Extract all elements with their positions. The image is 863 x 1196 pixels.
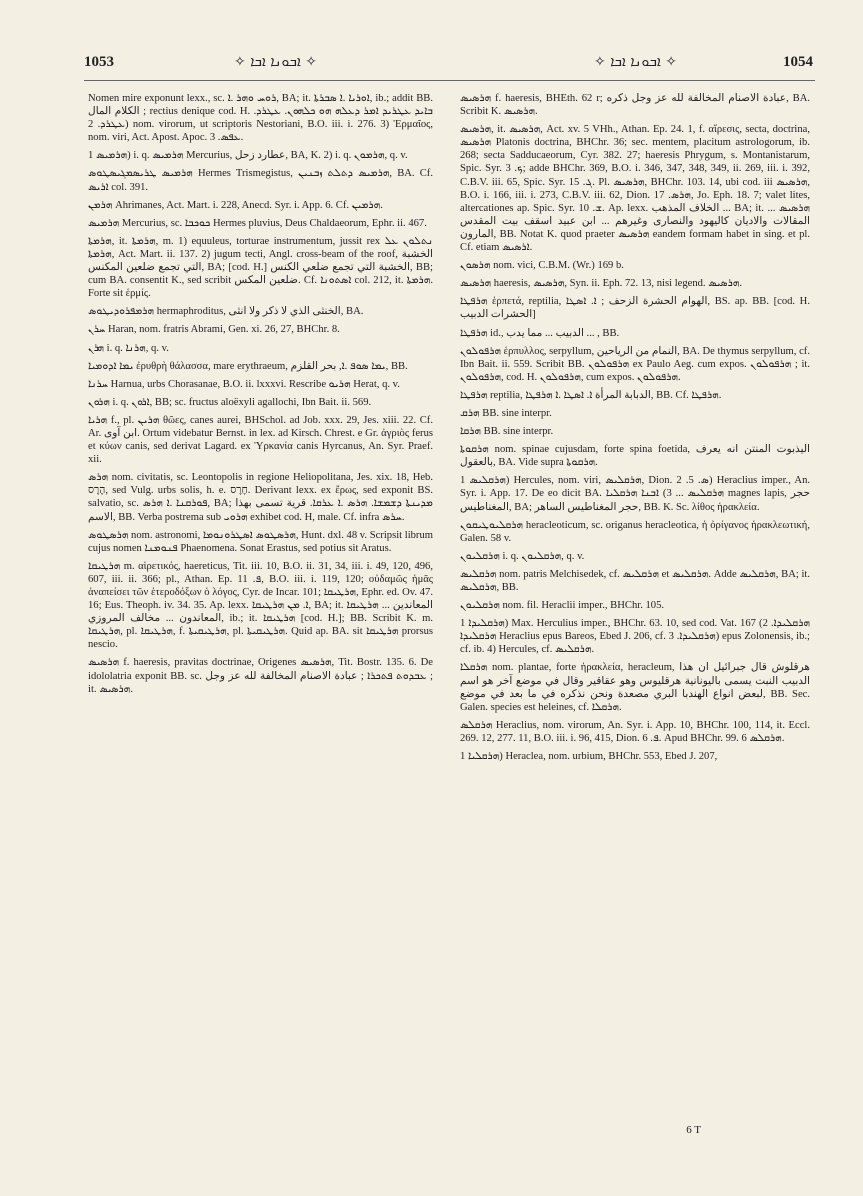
dictionary-entry: ܗܪܣܝܣ haeresis, ܗܪܣܝܣ, Syn. ii. Eph. 72. 13, nisi legend. ܗܪܣܝܣ.: [460, 278, 743, 290]
page-header: [84, 50, 813, 74]
dictionary-entry: ܗܪܘܢ i. q. ܐܪܘܢ, BB; sc. fructus aloëxyli agallochi, Ibn Bait. ii. 569.: [88, 396, 372, 408]
running-head-right: ✧ ܐܒܘܢܐ ܐܒܐ ✧: [594, 54, 677, 70]
dictionary-entry: ܗܪܝܐ f., pl. ܗܪܝܢ θῶες, canes aurei, BHSchol. ad Job. xxx. 29, Jes. xiii. 22. Cf. Ar. ابن آوى. Ortum videbatur Bernst. in lex. ad Kirsch. Chrest. e Gr. ἀγριὸς ferus et κύων canis, sed derivat Lagard. ex Ὑρκανία canis Hyrcanus, An. Syr. Praef. xii.: [88, 414, 433, 466]
dictionary-entry: ܝܡܐ ܐܕܘܡܝܐ ἐρυθρὴ θάλασσα, mare erythraeum, ܝܡܐ ܣܘܦ .ܐ, بحر القلزم, BB.: [88, 360, 408, 372]
dictionary-entry: ܗܪܩܘܬܐ nom. spinae cujusdam, forte spina foetida, اليذبوت المنتن انه يعرف بالعقول, BA. Vide supra ܗܪܩܘܬܐ.: [460, 444, 810, 469]
dictionary-entry: ܗܪܦܛܐ reptilia, الدبابة المرأة ܐ. ܐܣܛܐ .ܐ ܗܪܦܛܐ, BB. Cf. ܗܪܦܛܐ.: [460, 389, 722, 401]
dictionary-entry: ܗܪܡܝܣ ܛܪܝܣܡܓܝܣܛܘܣ Hermes Trismegistus, ܗܪܡܝܣ ܕܬܠܬ ܙܒܢܝܢ, BA. Cf. ܐܪܝܣ col. 391.: [88, 168, 433, 193]
dictionary-entry: ܚܪܢܐ Harnua, urbs Chorasanae, B.O. ii. lxxxvi. Rescribe ܗܪܝܘ Herat, q. v.: [88, 378, 400, 390]
dictionary-entry: ܗܪܣܝܣ f. haeresis, BHEth. 62 r; عبادة الاصنام المخالفة لله عز وجل ذكره, BA. Scribit K. ܗܪܣܝܣ.: [460, 93, 810, 118]
dictionary-entry: ܗܪܣܛܘܣ nom. astronomi, ܗܪܣܛܘܣ ܐܣܛܪܘܢܘܡܐ, Hunt. dxl. 48 v. Scripsit librum cujus nomen ܦܢܘܡܢܐ Phaenomena. Sonat Erastus, sed potius sit Aratus.: [88, 529, 433, 554]
dictionary-entry: ܗܪܣܘܢ nom. vici, C.B.M. (Wr.) 169 b.: [460, 260, 624, 272]
running-head-left: ✧ ܐܒܘܢܐ ܐܒܐ ✧: [234, 54, 317, 70]
dictionary-entry: ܗܪܡܬܐ, it. ܗܪܡܬܐ, m. 1) equuleus, torturae instrumentum, jussit rex ܢܬܠܘܢ ܥܠ ܗܪܡܬܐ, Act. Mart. ii. 137. 2) jugum tecti, Angl. cross-beam of the roof, الخشبة التي تجمع ضلعين المكنس, BA; [cod. H.] الخشبة التي تجمع ضلعي الكنس, BB; cum BA. consentit K., sed scribit ضلعين المكس. Cf. ܐܣܬܘܢܐ col. 212, it. ܗܪܡܬܐ. Forte sit ἑρμίς.: [88, 235, 433, 300]
dictionary-entry: ܗܪܡܢ Ahrimanes, Act. Mart. i. 228, Anecd. Syr. i. App. 6. Cf. ܗܪܡܝܢ.: [88, 199, 383, 211]
dictionary-entry: ܗܪܩܠܝܕܐ 1) Max. Herculius imper., BHChr. 63. 10, sed cod. Vat. 167 ܗܪܩܠܝܕܐ. 2) ܗܪܩܠܝܕܐ Heraclius epus Bareos, Ebed J. 206, cf. ܗܪܩܠܝܕܐ. 3) epus Zolonensis, ib.; cf. ib. 4) Hercules, cf. ܗܪܩܠܝܣ.: [460, 618, 810, 656]
signature-mark: 6 T: [686, 1124, 701, 1136]
dictionary-entry: ܗܪܩܠܝܘܛܝܩܘܢ heracleoticum, sc. origanus heracleotica, ἡ ὀρίγανος ἡρακλεωτική, Galen. 58 v.: [460, 519, 810, 544]
dictionary-entry: ܗܪܣ nom. civitatis, sc. Leontopolis in regione Heliopolitana, Jes. xix. 18, Heb. הֶרֶס, sed Vulg. urbs solis, h. e. חֶרֶס. Derivant lexx. ex ἔρως, sed exponit BS. salvatio, sc. ܦܘܪܩܢܐ .ܐ ܗܪܣ, BA; ܡܕܝܢܬܐ ܕܫܡܫܐ. ܗܪܣ .ܐ ܥܪܩܐ. قرية تسمى بهذا الاسم, BB. Verba postrema sub ܗܪܘܝ exhibet cod. H, male. Cf. infra ܚܪܣ.: [88, 472, 433, 523]
dictionary-entry: ܗܪܩܠܐ nom. plantae, forte ἡρακλεία, heracleum, هرقلوش قال جبرائيل ان هذا الدبيب النبت يسمى باليونانية هرقليوس وهو عقاقير وقال في موضع آخر هو اسم لبعض انواع الهندبا البري مصعدة ونحن نذكره في ما بعد في موضع, BB. Sec. Galen. species est heleines, cf. ܗܪܩܠܐ.: [460, 662, 810, 713]
dictionary-entry: ܗܪܩܠܝܣ nom. patris Melchisedek, cf. ܗܪܩܠܝܣ et ܗܪܩܠܝܣ. Adde ܗܪܩܠܝܣ, BA; it. ܗܪܩܠܝܣ, BB.: [460, 568, 810, 593]
page-number-left: 1053: [84, 54, 114, 70]
header-rule: [84, 80, 815, 81]
dictionary-entry: ܗܪܣܝܣ, it. ܗܪܣܝܣ, Act. xv. 5 VHh., Athan. Ep. 24. 1, f. αἵρεσις, secta, doctrina, ܗܪܣܝܣ Platonis doctrina, BHChr. 36; sec. mentem, placitum astrologorum, ib. 268; secta Sadducaeorum, Cyr. 382. 27; haeresis Phrygum, s. Montanistarum, Spic. Syr. ܟ. 3; adde BHChr. 369, B.O. i. 346, 347, 348, 349, ii. 269, iii. i. 392, C.B.V. iii. 65, Spic. Syr. ܓ. 15. Pl. ܗܪܣܝܣ, BHChr. 103. 14, ubi cod. iii ܗܪܣܝܣ, B.O. i. 166, iii. i. 273, C.B.V. iii. 62, Dion. ܗܪܣ. 17, Jo. Eph. 18. 7; valet lites, altercationes ap. Spic. Syr. ܫ. 10. Ap. lexx. الخلاف المذهب ... BA; it. ܗܪܣܝܣ ... المقالات والاديان كاليهود والنصارى وغيرهم ... ابن عبيد اسقف بيت المقدس المارون, BB. Notat K. quod praeter ܗܪܣܝܣ eandem formam habet in sing. et pl. Cf. etiam ܐܪܣܝܣ.: [460, 124, 810, 254]
dictionary-entry: ܗܪܩܠܝܘܢ i. q. ܗܪܩܠܝܘܢ, q. v.: [460, 550, 585, 562]
dictionary-entry: ܗܪܣܝܣ f. haeresis, pravitas doctrinae, Origenes ܗܪܣܝܣ, Tit. Bostr. 135. 6. De idololatria exponit BB. sc. ܥܒܕܘܬ ܦܬܟܪܐ ; عبادة الاصنام المخالفة لله عز وجل ; it. ܗܪܣܝܣ.: [88, 657, 433, 695]
page-number-right: 1054: [783, 54, 813, 70]
dictionary-entry: ܗܪܩܠܝܐ 1) Heraclea, nom. urbium, BHChr. 553, Ebed J. 207,: [460, 751, 718, 763]
dictionary-entry: ܗܪܦܘܠܘܢ ἑρπυλλος, serpyllum, النمام من الرياحين, BA. De thymus serpyllum, cf. Ibn Bait. ii. 559. Scribit BB. ܗܪܦܘܠܘܢ ex Paulo Aeg. cum expos. ܗܪܦܘܠܘܢ ; it. ܗܪܦܘܠܘܢ, cod. H. ܗܪܦܘܠܘܢ, cum expos. ܗܪܦܘܠܘܢ.: [460, 345, 810, 383]
dictionary-entry: ܗܪܦܛܐ ἑρπετά, reptilia, الهوام الحشرة الزحف ; ܐ. ܐܣܛܐ, BS. ap. BB. [cod. H. الحشرات الدبيب]: [460, 296, 810, 321]
dictionary-entry: ܗܪܡܝܣ 1) i. q. ܗܪܡܝܣ Mercurius, عطارد زحل, BA, K. 2) i. q. ܗܪܡܘܢ, q. v.: [88, 150, 408, 162]
dictionary-entry: ܗܪܩ BB. sine interpr.: [460, 407, 552, 419]
dictionary-entry: ܗܪܦܛܐ id., الدبيب ... مما يدب ... , BB.: [460, 327, 620, 339]
right-column: [460, 92, 810, 1148]
dictionary-entry: ܗܪܛܝܩܐ m. αἱρετικός, haereticus, Tit. iii. 10, B.O. ii. 31, 34, iii. i. 49, 120, 496, 607, iii. ii. 366; pl., Athan. Ep. ܦ. 11, B.O. iii. i. 119, 120; οὐδαμῶς ἡμᾶς ἀναπείσει τῶν ἑτεροδόξων ὁ λόγος, Cyr. de Incar. 101; ܗܪܛܝܩܐ, Ephr. ed. Ov. 47. 16; Eus. Theoph. iv. 34. 35. Ap. lexx. ܐ. ܡܢ ܗܪܛܝܩܐ, BA; it. المعاندين ... ܗܪܛܝܩܐ المعاندون ... مخالف المروزي, ib.; it. ܗܪܛܝܩܐ [cod. H.]; BB. Scribit K. m. ܗܪܛܝܩܐ, pl. ܗܪܛܝܩܐ, f. ܗܪܛܝܩܝܬܐ, pl. ܗܪܛܝܩܝܬܐ. Quid ap. BA. sit ܗܪܛܝܩܐ prorsus nescio.: [88, 560, 433, 651]
dictionary-entry: ܗܪܩܐ BB. sine interpr.: [460, 426, 554, 438]
dictionary-entry: ܗܪܡܝܣ Mercurius, sc. ܟܘܟܒܐ Hermes pluvius, Deus Chaldaeorum, Ephr. ii. 467.: [88, 217, 427, 229]
dictionary-entry: ܗܪܩܠܝܘܢ nom. fil. Heraclii imper., BHChr. 105.: [460, 600, 665, 612]
dictionary-entry: ܗܪܡܦܪܘܕܝܛܘܣ hermaphroditus, الخنثى الذي لا ذكر ولا انثى, BA.: [88, 306, 364, 318]
dictionary-entry: ܗܪܩܠܝܣ 1) Hercules, nom. viri, ܗܪܩܠܝܣ, Dion. ܣ. 5. 2) Heraclius imper., An. Syr. i. App. 17. De eo dicit BA. ܗܪܩܠܝܣ ... 3) ܐܒܢܐ ܗܪܩܠܝܐ magnes lapis, حجر المغناطيس, BA; حجر المغناطيس الساهر, BB. K. Sc. λίθος ἡρακλεία.: [460, 475, 810, 513]
dictionary-entry: ܚܪܢ Haran, nom. fratris Abrami, Gen. xi. 26, 27, BHChr. 8.: [88, 324, 340, 336]
dictionary-entry: ܗܪܩܠܣ Heraclius, nom. virorum, An. Syr. i. App. 10, BHChr. 100, 114, it. Eccl. 269. 12, 277. 11, B.O. iii. i. 96, 415, Dion. ܦ. 6. Apud BHChr. 99. 6 ܗܪܩܠܣ.: [460, 719, 810, 744]
dictionary-entry: ܗܪܢ i. q. ܗܪܢܐ, q. v.: [88, 342, 169, 354]
left-column: [88, 92, 433, 1148]
dictionary-entry: Nomen mire exponunt lexx., sc. ܪܘܚ ܘܗܪ .ܐ, BA; it. ܐܘܪܝܐ .ܐ ܣܒܪܬܐ, ib.; addit BB. الكلام المال ; rectius denique cod. H. ܒܐܝܕ ܥܛܪܝܕ ܐܡܪ ܕܥܠܗ ܗܘ ܟܠܗܘܢ. ܥܛܪܕ. ܥܛܪܕ. 2) nom. virorum, ut scriptoris Nestoriani, B.O. iii. i. 276. 3) Ἑρμαῖος, nom. viri, Act. Apost. Apoc. ܥܦܣ. 3.: [88, 93, 433, 144]
